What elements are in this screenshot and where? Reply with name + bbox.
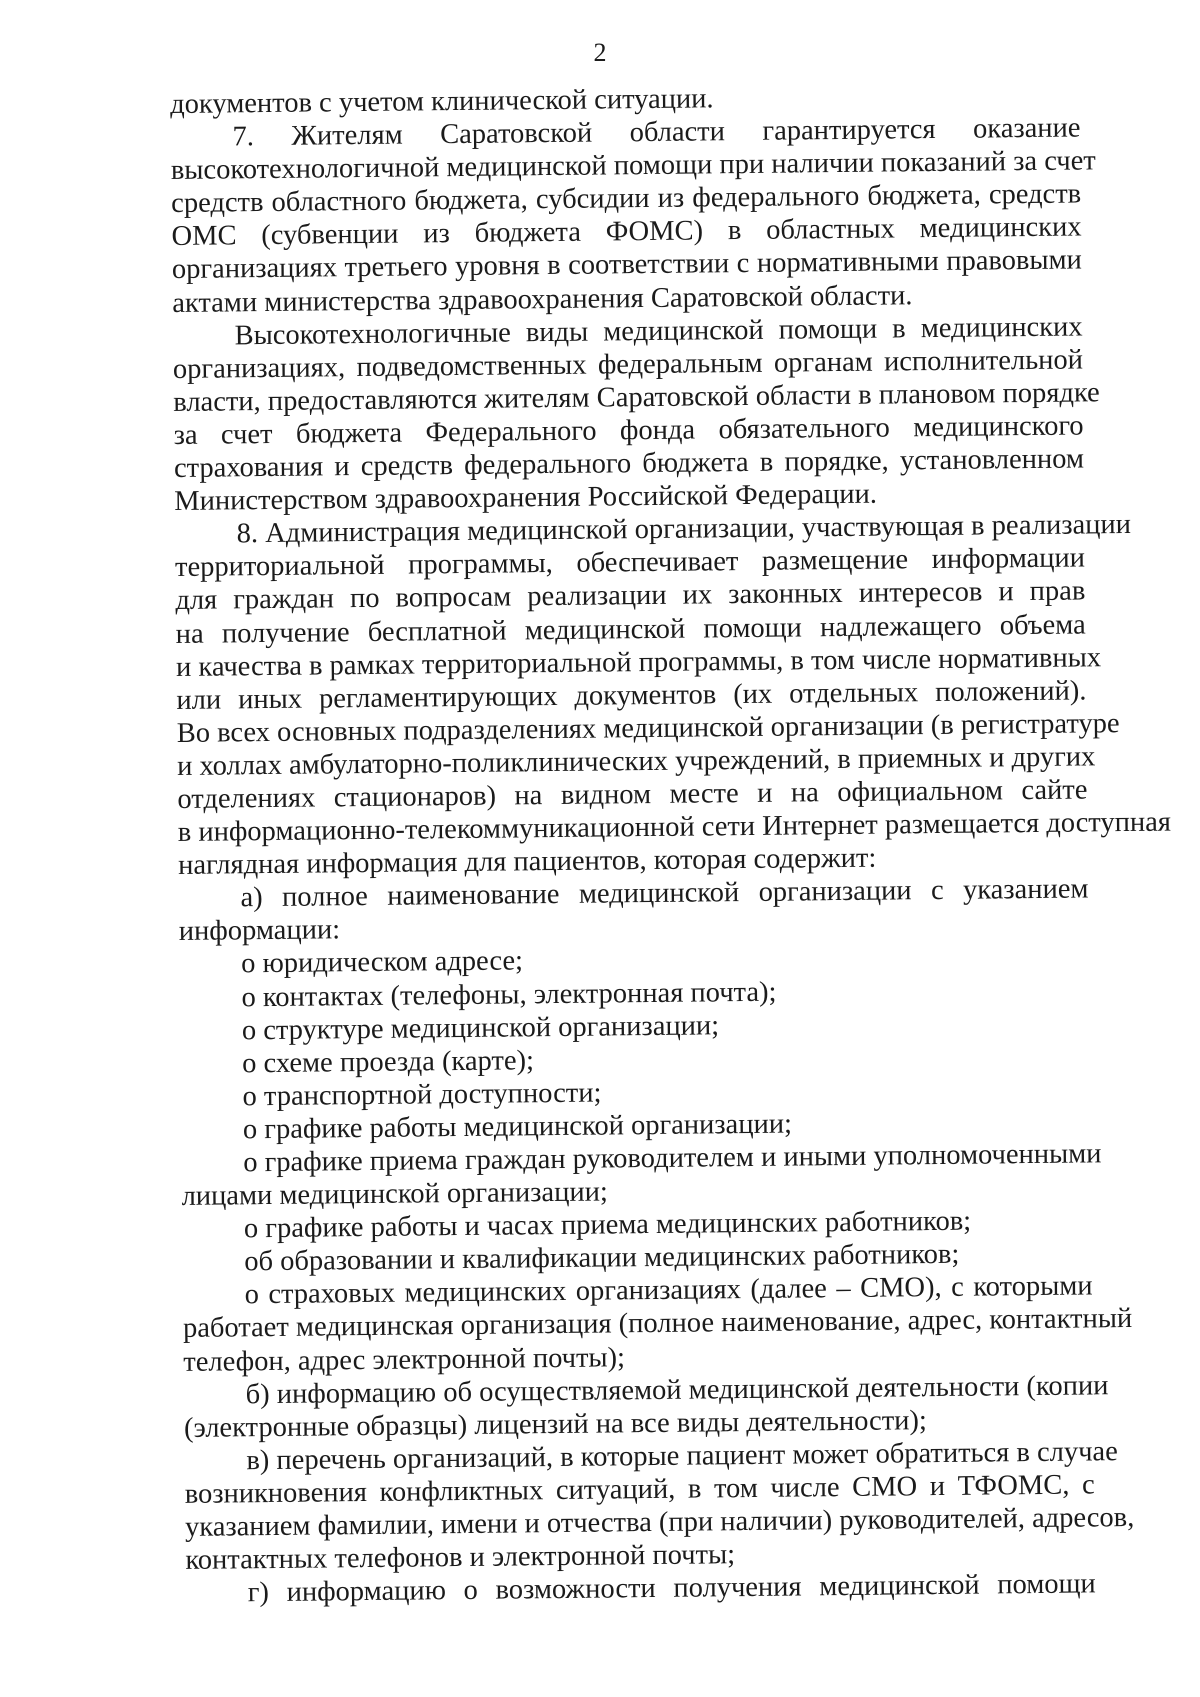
page-number: 2 [593,38,607,67]
text-line: за счет бюджета Федерального фонда обязательного медицинского [173,410,1084,451]
text-line: о графике приема граждан руководителем и иными уполномоченными [243,1138,1102,1179]
text-line: в информационно-телекоммуникационной сети Интернет размещается доступная [177,806,1172,849]
text-line: территориальной программы, обеспечивает размещение информации [174,542,1086,584]
text-line: страхования и средств федерального бюджета в порядке, установленном [173,443,1085,485]
text-line: о структуре медицинской организации; [241,1009,720,1046]
document-text [170,78,1172,1610]
text-line: (электронные образцы) лицензий на все виды деятельности); [183,1404,928,1444]
text-line: и качества в рамках территориальной программы, в том числе нормативных [175,641,1102,683]
text-line: организациях, подведомственных федеральным органам исполнительной [172,344,1084,385]
text-line: о схеме проезда (карте); [242,1044,535,1080]
text-line: или иных регламентирующих документов (их отдельных положений). [176,675,1087,716]
text-line: о контактах (телефоны, электронная почта); [241,976,777,1013]
text-line: о графике работы и часах приема медицинских работников; [243,1205,972,1245]
text-line: возникновения конфликтных ситуаций, в том числе СМО и ТФОМС, с [184,1469,1095,1510]
text-line: об образовании и квалификации медицинских работников; [244,1239,960,1278]
text-line: а) полное наименование медицинской организации с указанием [240,873,1089,914]
text-line: работает медицинская организация (полное наименование, адрес, контактный [182,1303,1133,1345]
text-line: ОМС (субвенции из бюджета ФОМС) в областных медицинских [171,211,1082,253]
text-line: информации: [178,914,341,948]
text-line: высокотехнологичной медицинской помощи при наличии показаний за счет [170,145,1096,187]
text-line: 7. Жителям Саратовской области гарантируется оказание [232,112,1081,153]
text-line: Высокотехнологичные виды медицинской помощи в медицинских [234,311,1083,351]
text-line: и холлах амбулаторно-поликлинических учреждений, в приемных и других [176,741,1096,782]
text-line: в) перечень организаций, в которые пациент может обратиться в случае [246,1435,1118,1477]
text-line: лицами медицинской организации; [181,1176,608,1213]
text-line: о юридическом адресе; [241,945,524,980]
text-line: б) информацию об осуществляемой медицинской деятельности (копии [245,1369,1109,1410]
text-line: г) информацию о возможности получения медицинской помощи [247,1568,1096,1609]
text-line: документов с учетом клинической ситуации. [170,83,714,120]
text-line: для граждан по вопросам реализации их законных интересов и прав [175,575,1086,617]
text-line: 8. Администрация медицинской организации, участвующая в реализации [236,509,1132,550]
text-line: о транспортной доступности; [242,1077,602,1113]
text-line: отделениях стационаров) на видном месте и на официальном сайте [177,774,1088,815]
text-line: организациях третьего уровня в соответствии с нормативными правовыми [171,244,1083,286]
text-line: контактных телефонов и электронной почты; [185,1539,736,1577]
text-line: указанием фамилии, имени и отчества (при наличии) руководителей, адресов, [184,1502,1135,1543]
text-line: актами министерства здравоохранения Саратовской области. [172,279,913,319]
text-line: власти, предоставляются жителям Саратовской области в плановом порядке [173,377,1100,418]
text-line: Во всех основных подразделениях медицинской организации (в регистратуре [176,707,1120,749]
text-line: средств областного бюджета, субсидии из федерального бюджета, средств [171,178,1082,220]
text-line: наглядная информация для пациентов, которая содержит: [177,842,877,882]
text-line: на получение бесплатной медицинской помощи надлежащего объема [175,608,1086,650]
text-line: о графике работы медицинской организации; [242,1108,793,1146]
text-line: о страховых медицинских организациях (далее – СМО), с которыми [244,1270,1093,1311]
text-line: телефон, адрес электронной почты); [183,1341,626,1378]
text-line: Министерством здравоохранения Российской Федерации. [174,478,878,518]
